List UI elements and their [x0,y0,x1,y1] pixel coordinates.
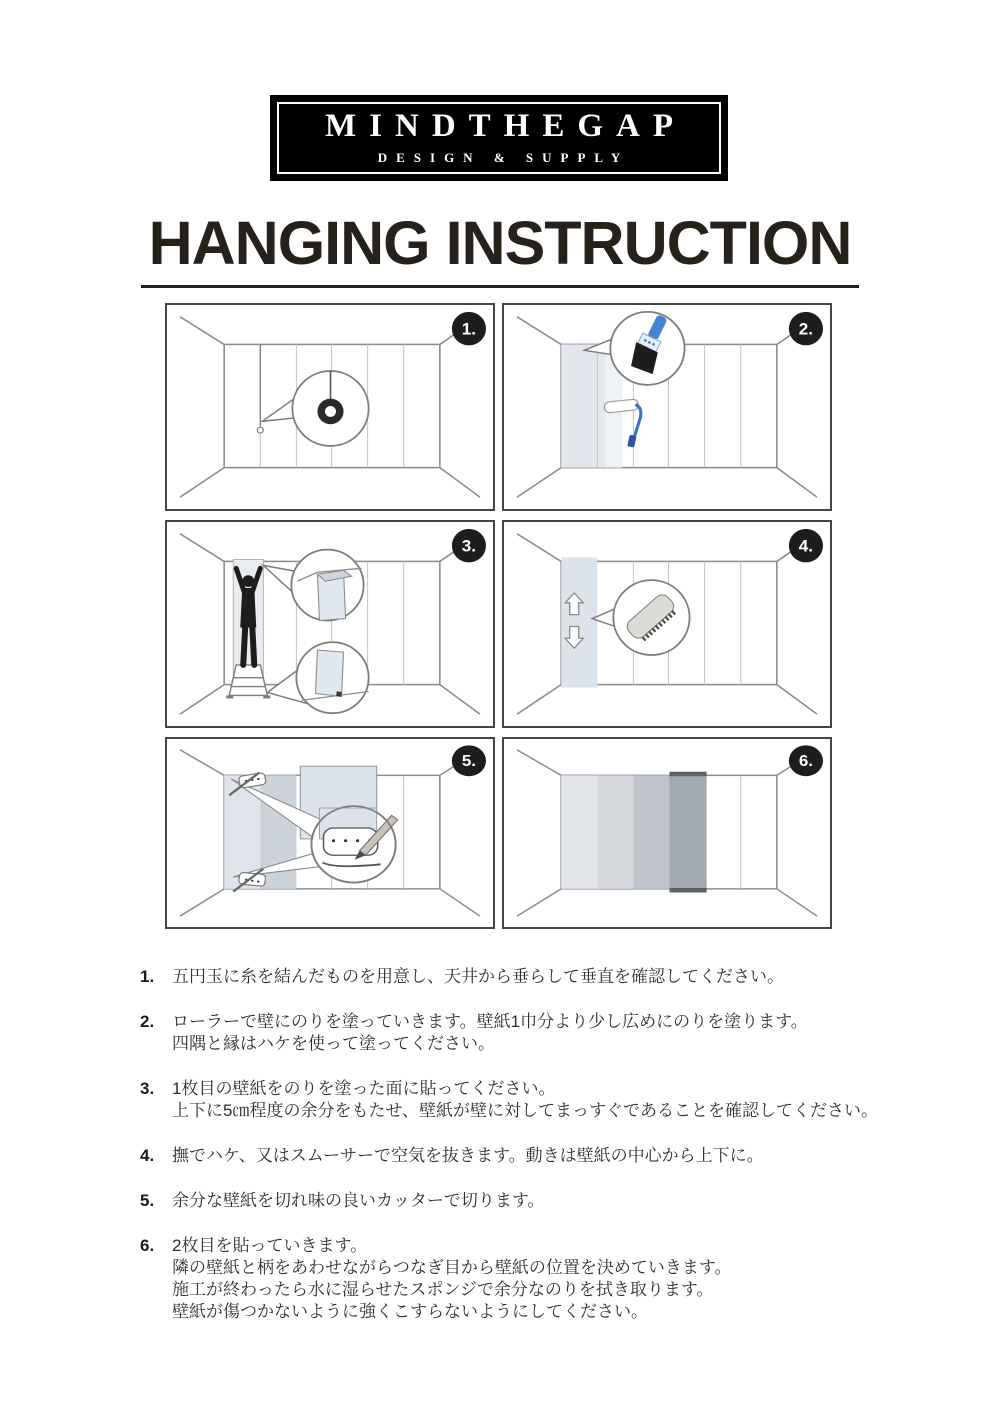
brand-name: MINDTHEGAP [325,108,686,144]
title-underline [141,285,859,288]
panel-3-illustration [167,522,493,726]
strip-bottom-corner [336,691,342,697]
instruction-number: 3. [140,1079,155,1098]
instruction-item-6 [140,1235,888,1323]
instruction-text: 1枚目の壁紙をのりを塗った面に貼ってください。 [172,1079,556,1098]
pattern-cap-top [670,772,707,777]
instruction-item-5 [140,1190,888,1212]
hung-strips [561,772,706,893]
instruction-text: 壁紙が傷つかないように強くこすらないようにしてください。 [172,1302,648,1321]
svg-text:6.: 6. [798,752,814,771]
panel-5-illustration [167,739,493,927]
instruction-number: 4. [140,1146,155,1165]
instruction-item-2 [140,1011,888,1055]
panel-6-illustration [504,739,830,927]
panel-2-illustration [504,305,830,509]
instruction-text: 余分な壁紙を切れ味の良いカッターで切ります。 [172,1191,545,1210]
panel-step-4 [502,520,832,728]
strip-bottom-face [315,650,343,696]
instruction-number: 5. [140,1191,155,1210]
five-yen-coin-icon [317,399,343,425]
instruction-item-1 [140,966,888,988]
instruction-text: 上下に5㎝程度の余分をもたせ、壁紙が壁に対してまっすぐであることを確認してください。 [172,1101,878,1120]
page-title: HANGING INSTRUCTION [148,209,852,277]
panel-step-6 [502,737,832,929]
step-badge [789,745,823,776]
instruction-text: 施工が終わったら水に湿らせたスポンジで余分なのりを拭き取ります。 [172,1280,714,1299]
instruction-panels [165,303,832,929]
instruction-text: 2枚目を貼っていきます。 [172,1236,368,1255]
instruction-text: 隣の壁紙と柄をあわせながらつなぎ目から壁紙の位置を決めていきます。 [172,1258,732,1277]
panel-step-3 [165,520,495,728]
panel-step-5 [165,737,495,929]
instruction-item-3 [140,1078,888,1122]
step-badge [452,312,486,346]
brand-logo [270,95,728,181]
step-badge [452,529,486,563]
panel-4-illustration [504,522,830,726]
svg-text:2.: 2. [798,319,814,339]
instruction-number: 2. [140,1012,155,1031]
instruction-text: 撫でハケ、又はスムーサーで空気を抜きます。動きは壁紙の中心から上下に。 [172,1146,764,1165]
step-badge [452,745,486,776]
step-badge [789,312,823,346]
instruction-item-4 [140,1145,888,1167]
brand-tagline: DESIGN & SUPPLY [377,150,630,165]
instruction-text: 五円玉に糸を結んだものを用意し、天井から垂らして垂直を確認してください。 [172,967,784,986]
panel-1-illustration [167,305,493,509]
step-badge [789,529,823,563]
svg-text:4.: 4. [798,536,814,556]
instruction-text: 四隅と縁はハケを使って塗ってください。 [172,1034,495,1053]
svg-text:5.: 5. [461,752,477,771]
panel-step-2 [502,303,832,511]
svg-text:3.: 3. [461,536,477,556]
instruction-text: ローラーで壁にのりを塗っていきます。壁紙1巾分より少し広めにのりを塗ります。 [172,1012,808,1031]
paste-area [561,344,605,467]
first-strip-pasted [561,557,597,687]
instruction-list [140,966,888,1346]
instruction-number: 6. [140,1236,155,1255]
callout-bubble [311,806,397,882]
brand-logo-frame [277,102,721,174]
panel-step-1 [165,303,495,511]
instruction-number: 1. [140,967,155,986]
svg-text:1.: 1. [461,319,477,339]
pattern-cap-bottom [670,888,707,893]
